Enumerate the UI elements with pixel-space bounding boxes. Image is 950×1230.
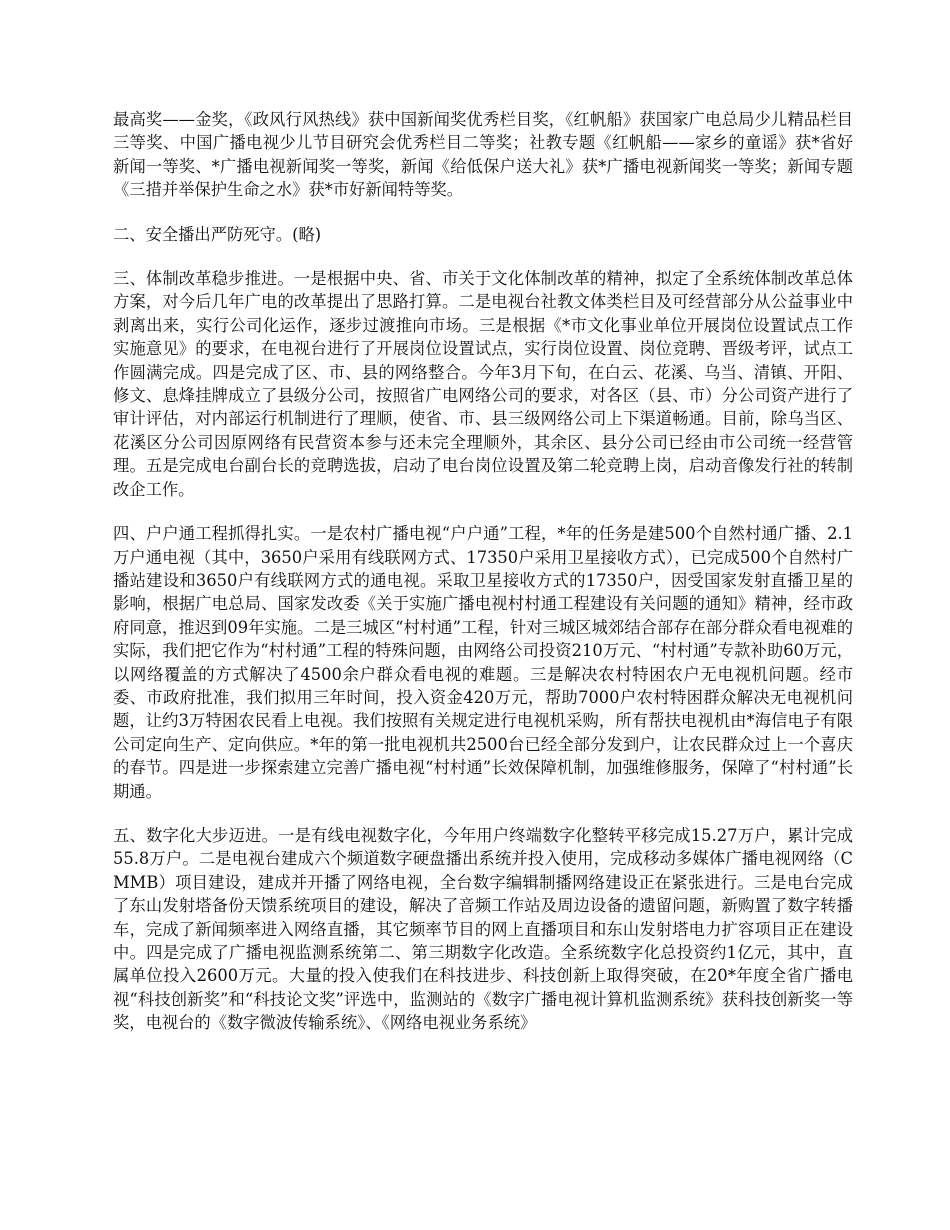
- paragraph-digitalization: 五、数字化大步迈进。一是有线电视数字化，今年用户终端数字化整转平移完成15.27万户，累计完成55.8万户。二是电视台建成六个频道数字硬盘播出系统并投入使用，完成移动多媒体广播电视网络（CMMB）项目建设，建成并开播了网络电视，全台数字编辑制播网络建设正在紧张进行。三是电台完成了东山发射塔备份天馈系统项目的建设，解决了音频工作站及周边设备的遗留问题，新购置了数字转播车，完成了新闻频率进入网络直播，其它频率节目的网上直播项目和东山发射塔电力扩容项目正在建设中。四是完成了广播电视监测系统第二、第三期数字化改造。全系统数字化总投资约1亿元，其中，直属单位投入2600万元。大量的投入使我们在科技进步、科技创新上取得突破，在20*年度全省广播电视“科技创新奖”和“科技论文奖”评选中，监测站的《数字广播电视计算机监测系统》获科技创新奖一等奖，电视台的《数字微波传输系统》、《网络电视业务系统》: [113, 825, 853, 1033]
- paragraph-household-coverage: 四、户户通工程抓得扎实。一是农村广播电视“户户通”工程，*年的任务是建500个自然村通广播、2.1万户通电视（其中，3650户采用有线联网方式、17350户采用卫星接收方式），已完成500个自然村广播站建设和3650户有线联网方式的通电视。采取卫星接收方式的17350户，因受国家发射直播卫星的影响，根据广电总局、国家发改委《关于实施广播电视村村通工程建设有关问题的通知》精神，经市政府同意，推迟到09年实施。二是三城区“村村通”工程，针对三城区城郊结合部存在部分群众看电视难的实际，我们把它作为“村村通”工程的特殊问题，由网络公司投资210万元、“村村通”专款补助60万元，以网络覆盖的方式解决了4500余户群众看电视的难题。三是解决农村特困农户无电视机问题。经市委、市政府批准，我们拟用三年时间，投入资金420万元，帮助7000户农村特困群众解决无电视机问题，让约3万特困农民看上电视。我们按照有关规定进行电视机采购，所有帮扶电视机由*海信电子有限公司定向生产、定向供应。*年的第一批电视机共2500台已经全部分发到户，让农民群众过上一个喜庆的春节。四是进一步探索建立完善广播电视“村村通”长效保障机制，加强维修服务，保障了“村村通”长期通。: [113, 524, 853, 801]
- document-body: [113, 108, 853, 1056]
- paragraph-broadcast-safety: 二、安全播出严防死守。(略): [113, 224, 322, 244]
- paragraph-awards: 最高奖——金奖，《政风行风热线》获中国新闻奖优秀栏目奖，《红帆船》获国家广电总局少儿精品栏目三等奖、中国广播电视少儿节目研究会优秀栏目二等奖；社教专题《红帆船——家乡的童谣》获*省好新闻一等奖、*广播电视新闻奖一等奖，新闻《给低保户送大礼》获*广播电视新闻奖一等奖；新闻专题《三措并举保护生命之水》获*市好新闻特等奖。: [113, 110, 853, 200]
- paragraph-system-reform: 三、体制改革稳步推进。一是根据中央、省、市关于文化体制改革的精神，拟定了全系统体制改革总体方案，对今后几年广电的改革提出了思路打算。二是电视台社教文体类栏目及可经营部分从公益事业中剥离出来，实行公司化运作，逐步过渡推向市场。三是根据《*市文化事业单位开展岗位设置试点工作实施意见》的要求，在电视台进行了开展岗位设置试点，实行岗位设置、岗位竞聘、晋级考评，试点工作圆满完成。四是完成了区、市、县的网络整合。今年3月下旬，在白云、花溪、乌当、清镇、开阳、修文、息烽挂牌成立了县级分公司，按照省广电网络公司的要求，对各区（县、市）分公司资产进行了审计评估，对内部运行机制进行了理顺，使省、市、县三级网络公司上下渠道畅通。目前，除乌当区、花溪区分公司因原网络有民营资本参与还未完全理顺外，其余区、县分公司已经由市公司统一经营管理。五是完成电台副台长的竞聘选拔，启动了电台岗位设置及第二轮竞聘上岗，启动音像发行社的转制改企工作。: [113, 269, 853, 499]
